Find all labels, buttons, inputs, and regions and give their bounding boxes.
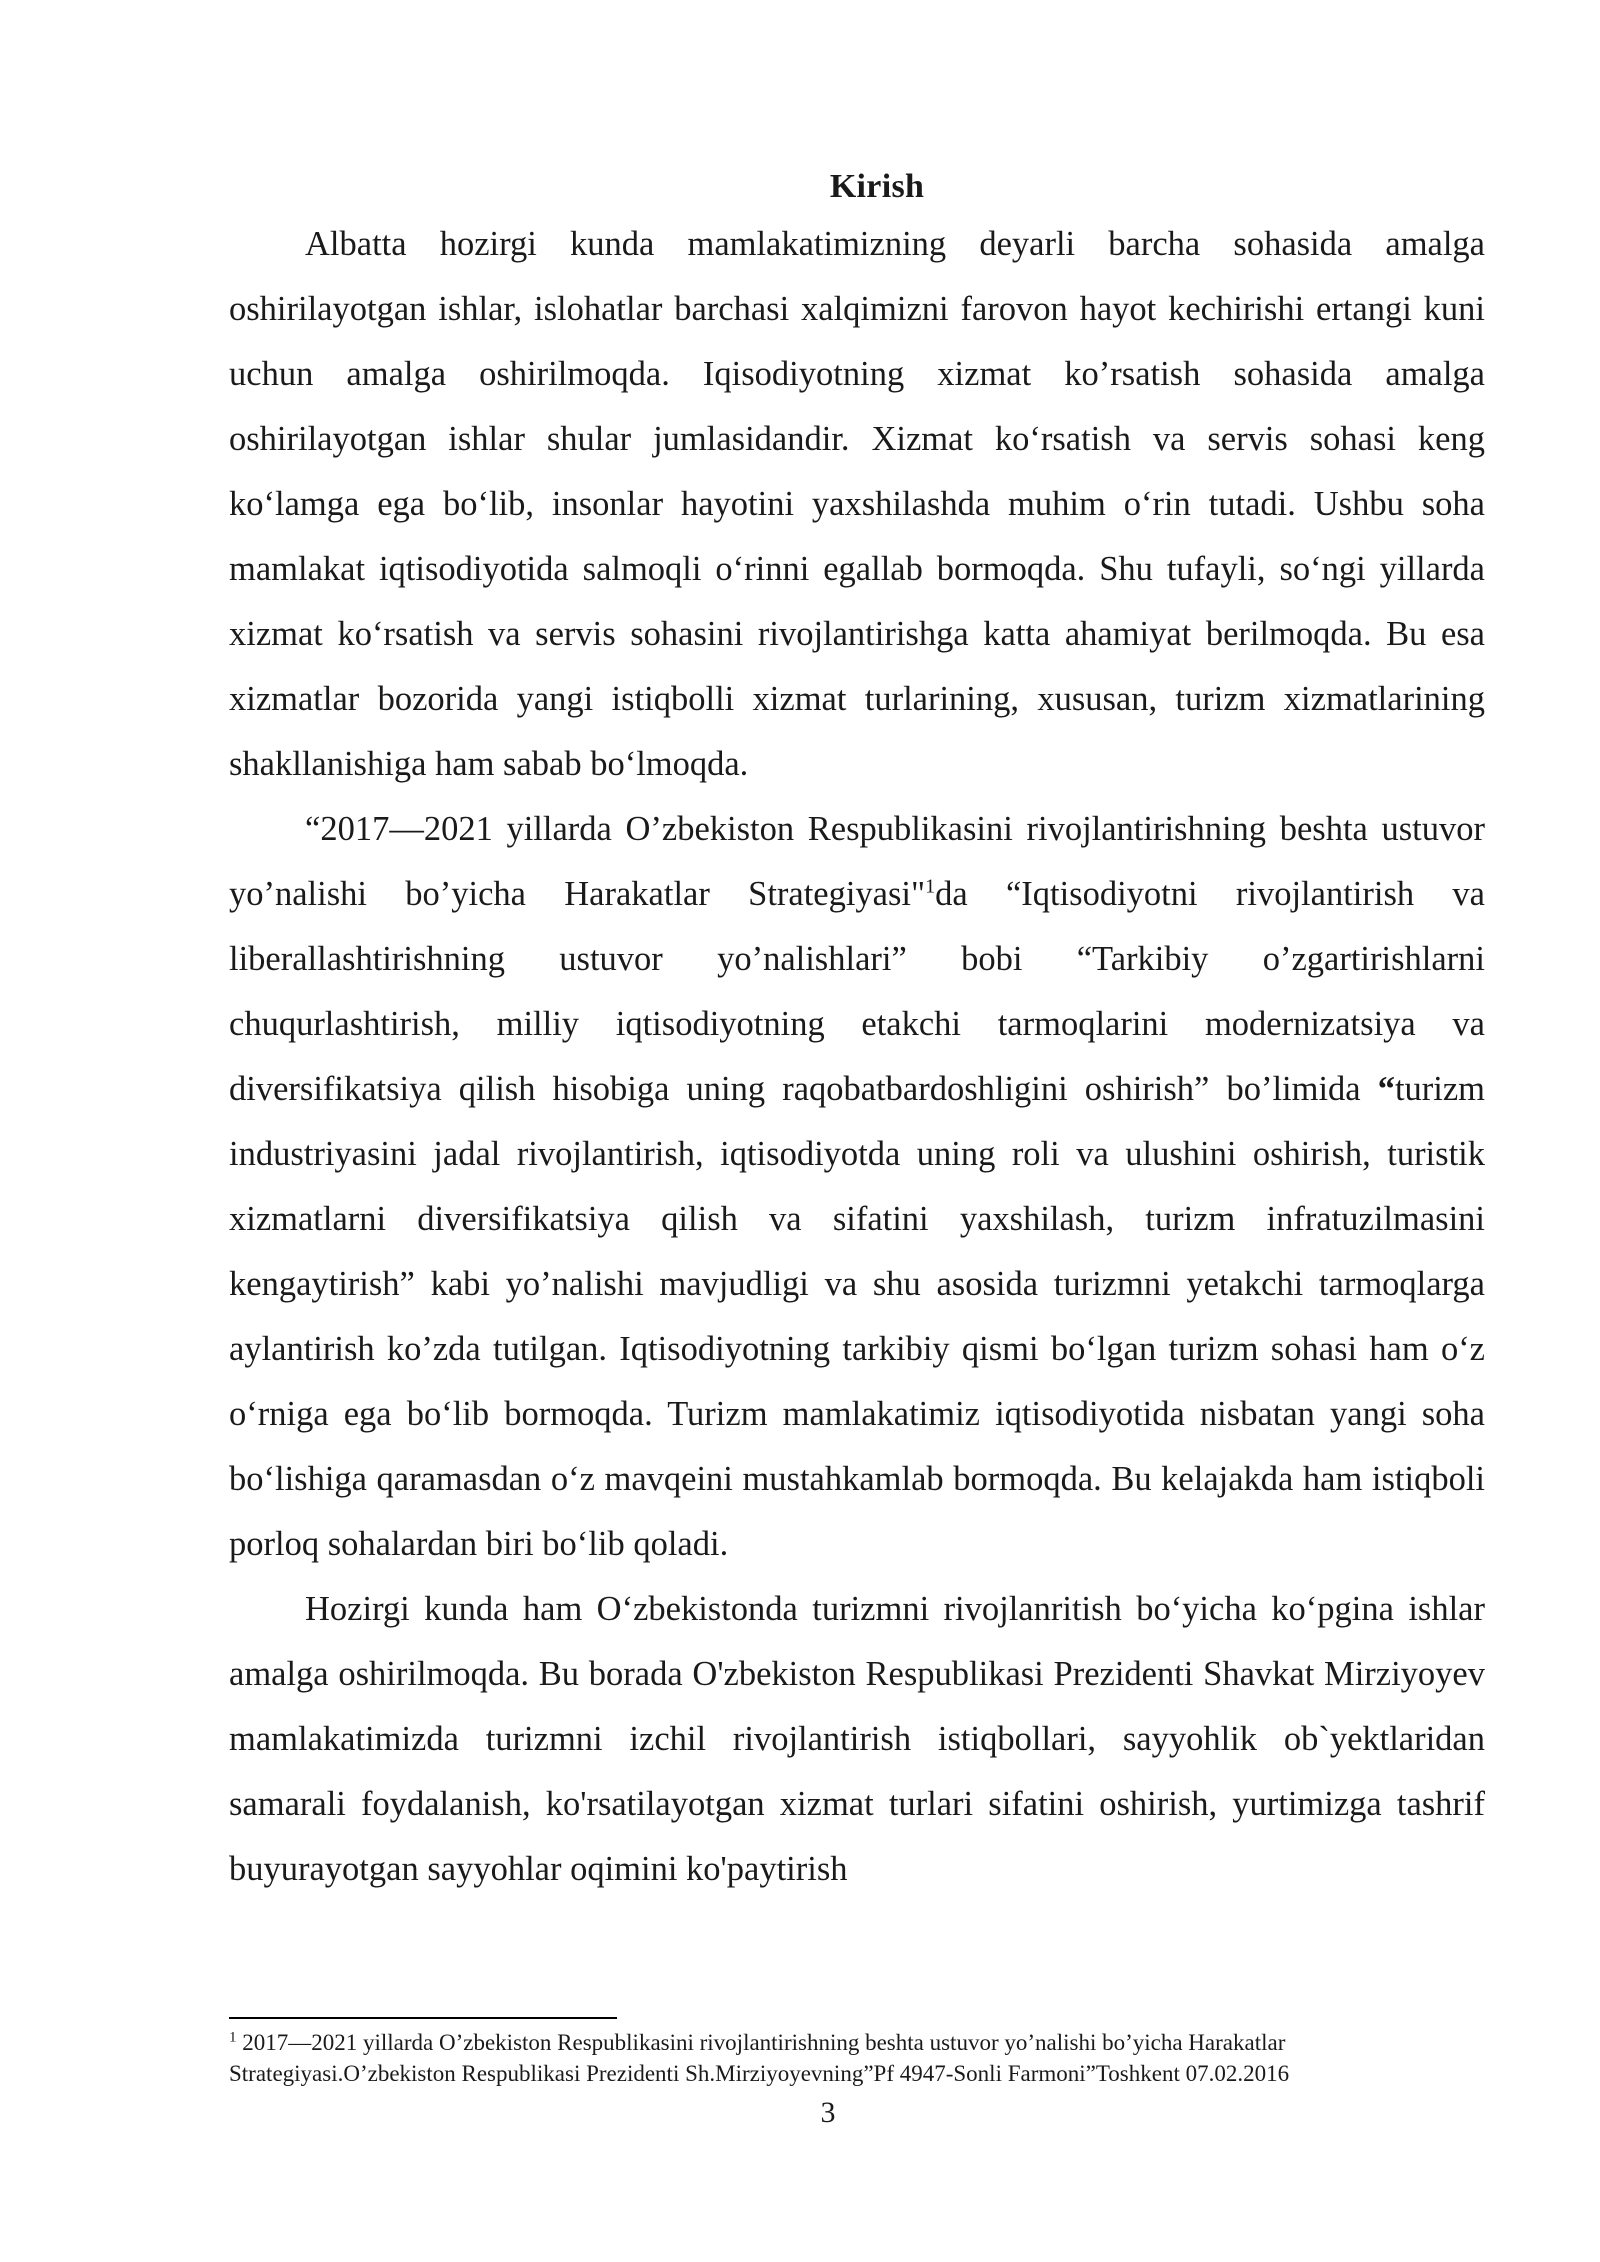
footnote-text: 2017—2021 yillarda O’zbekiston Respublikasini rivojlantirishning beshta ustuvor yo’nalishi bo’yicha Harakatlar Strategiyasi.O’zbekiston Respublikasi Prezidenti Sh.Mirziyoyevning”Pf 4947-Sonli Farmoni”Toshkent 07.02.2016 bbox=[229, 2030, 1290, 2086]
page-number: 3 bbox=[820, 2096, 836, 2129]
paragraph-2-middle: da “Iqtisodiyotni rivojlantirish va liberallashtirishning ustuvor yo’nalishlari” bobi “Tarkibiy o’zgartirishlarni chuqurlashtirish, milliy iqtisodiyotning etakchi tarmoqlarini modernizatsiya va diversifikatsiya qilish hisobiga uning raqobatbardoshligini oshirish” bo’limida bbox=[229, 875, 1485, 1108]
paragraph-1 bbox=[229, 212, 1485, 797]
footnote-number: 1 bbox=[229, 2029, 237, 2046]
paragraph-3 bbox=[229, 1577, 1485, 1902]
bold-quote-mark: “ bbox=[1377, 1070, 1395, 1108]
page-title: Kirish bbox=[829, 168, 925, 205]
paragraph-2-start: “2017—2021 yillarda O’zbekiston Respublikasini rivojlantirishning beshta ustuvor yo’nalishi bo’yicha Harakatlar Strategiyasi" bbox=[229, 810, 1485, 913]
footnote bbox=[229, 2027, 1485, 2089]
body-text bbox=[229, 162, 1485, 1902]
paragraph-2-end: turizm industriyasini jadal rivojlantirish, iqtisodiyotda uning roli va ulushini oshirish, turistik xizmatlarni diversifikatsiya qilish va sifatini yaxshilash, turizm infratuzilmasini kengaytirish” kabi yo’nalishi mavjudligi va shu asosida turizmni yetakchi tarmoqlarga aylantirish ko’zda tutilgan. Iqtisodiyotning tarkibiy qismi bo‘lgan turizm sohasi ham o‘z o‘rniga ega bo‘lib bormoqda. Turizm mamlakatimiz iqtisodiyotida nisbatan yangi soha bo‘lishiga qaramasdan o‘z mavqeini mustahkamlab bormoqda. Bu kelajakda ham istiqboli porloq sohalardan biri bo‘lib qoladi. bbox=[229, 1070, 1485, 1563]
paragraph-3-text: Hozirgi kunda ham O‘zbekistonda turizmni rivojlanritish bo‘yicha ko‘pgina ishlar amalga oshirilmoqda. Bu borada O'zbekiston Respublikasi Prezidenti Shavkat Mirziyoyev mamlakatimizda turizmni izchil rivojlantirish istiqbollari, sayyohlik ob`yektlaridan samarali foydalanish, ko'rsatilayotgan xizmat turlari sifatini oshirish, yurtimizga tashrif buyurayotgan sayyohlar oqimini ko'paytirish bbox=[229, 1590, 1485, 1888]
paragraph-2-text bbox=[229, 797, 1485, 1577]
paragraph-1-text: Albatta hozirgi kunda mamlakatimizning deyarli barcha sohasida amalga oshirilayotgan ishlar, islohatlar barchasi xalqimizni farovon hayot kechirishi ertangi kuni uchun amalga oshirilmoqda. Iqisodiyotning xizmat ko’rsatish sohasida amalga oshirilayotgan ishlar shular jumlasidandir. Xizmat ko‘rsatish va servis sohasi keng ko‘lamga ega bo‘lib, insonlar hayotini yaxshilashda muhim o‘rin tutadi. Ushbu soha mamlakat iqtisodiyotida salmoqli o‘rinni egallab bormoqda. Shu tufayli, so‘ngi yillarda xizmat ko‘rsatish va servis sohasini rivojlantirishga katta ahamiyat berilmoqda. Bu esa xizmatlar bozorida yangi istiqbolli xizmat turlarining, xususan, turizm xizmatlarining shakllanishiga ham sabab bo‘lmoqda. bbox=[229, 225, 1485, 783]
paragraph-2 bbox=[229, 797, 1485, 1577]
footnote-reference[interactable]: 1 bbox=[925, 875, 936, 898]
footnote-separator bbox=[229, 2017, 617, 2019]
